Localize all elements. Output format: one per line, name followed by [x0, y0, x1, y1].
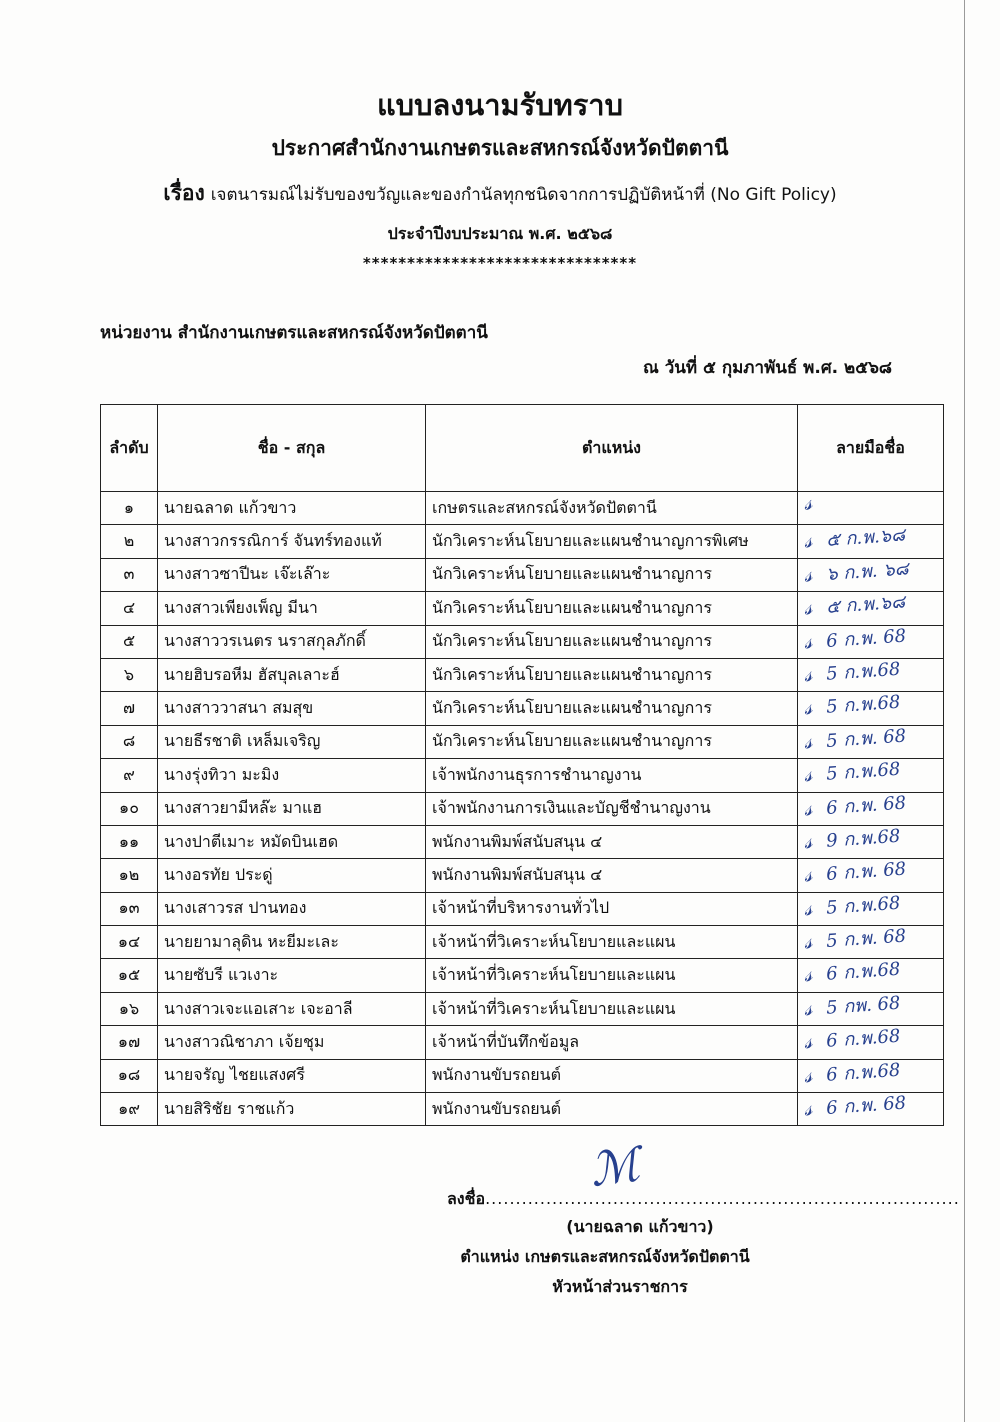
signature-date: 6 ก.พ. 68 [825, 625, 907, 652]
row-position: นักวิเคราะห์นโยบายและแผนชำนาญการ [426, 625, 798, 658]
row-number: ๘ [101, 725, 158, 758]
star-divider: ******************************* [362, 254, 638, 272]
row-name: นางสาวเจะแอเสาะ เจะอาลี [158, 992, 426, 1025]
table-row [101, 658, 944, 691]
row-signature [798, 926, 944, 959]
row-number: ๓ [101, 558, 158, 591]
row-number: ๑๔ [101, 926, 158, 959]
signature-mark: 𝓈 [803, 761, 814, 788]
table-row [101, 725, 944, 758]
signature-scribble [803, 887, 901, 923]
row-name: นายฮิบรอหีม ฮัสบุลเลาะฮ์ [158, 658, 426, 691]
row-name: นายสิริชัย ราชแก้ว [158, 1093, 426, 1126]
row-signature [798, 1026, 944, 1059]
row-signature [798, 625, 944, 658]
row-name: นายธีรชาติ เหล็มเจริญ [158, 725, 426, 758]
signature-scribble [803, 1054, 901, 1090]
row-position: นักวิเคราะห์นโยบายและแผนชำนาญการ [426, 692, 798, 725]
row-position: เจ้าหน้าที่วิเคราะห์นโยบายและแผน [426, 926, 798, 959]
signature-table [100, 404, 944, 1126]
signature-scribble [803, 787, 907, 823]
signature-mark: 𝓈 [803, 862, 814, 888]
row-signature [798, 692, 944, 725]
row-name: นางปาตีเมาะ หมัดบินเฮด [158, 825, 426, 858]
row-name: นายจรัญ ไชยแสงศรี [158, 1059, 426, 1092]
row-position: พนักงานขับรถยนต์ [426, 1059, 798, 1092]
signature-date: 6 ก.พ.68 [825, 1025, 902, 1053]
signature-scribble [803, 687, 901, 723]
row-signature [798, 592, 944, 625]
row-number: ๙ [101, 759, 158, 792]
row-position: พนักงานขับรถยนต์ [426, 1093, 798, 1126]
unit-line: หน่วยงาน สำนักงานเกษตรและสหกรณ์จังหวัดปัตตานี [100, 323, 488, 343]
row-name: นายฉลาด แก้วขาว [158, 492, 426, 525]
row-name: นางสาวยามีหล๊ะ มาแฮ [158, 792, 426, 825]
signature-scribble [803, 954, 901, 990]
row-number: ๑๒ [101, 859, 158, 892]
row-position: นักวิเคราะห์นโยบายและแผนชำนาญการ [426, 658, 798, 691]
signature-mark: 𝓈 [803, 728, 814, 755]
row-name: นายซับรี แวเงาะ [158, 959, 426, 992]
row-number: ๑๐ [101, 792, 158, 825]
row-signature [798, 825, 944, 858]
row-position: เจ้าหน้าที่วิเคราะห์นโยบายและแผน [426, 959, 798, 992]
row-name: นางสาวซาปีนะ เจ๊ะเล๊าะ [158, 558, 426, 591]
signature-date: 5 ก.พ. 68 [825, 725, 907, 752]
table-row [101, 792, 944, 825]
signature-mark: 𝓈 [803, 1096, 814, 1122]
row-position: นักวิเคราะห์นโยบายและแผนชำนาญการ [426, 558, 798, 591]
signature-mark: 𝓈 [803, 828, 814, 855]
signature-date: 5 กพ. 68 [825, 992, 902, 1019]
row-signature [798, 725, 944, 758]
table-body [101, 492, 944, 1126]
header-name: ชื่อ - สกุล [158, 405, 426, 492]
row-name: นางสาวณิชาภา เจ้ยชุม [158, 1026, 426, 1059]
subject-label: เรื่อง [163, 181, 205, 205]
signature-mark: 𝓈 [803, 695, 814, 721]
row-number: ๗ [101, 692, 158, 725]
row-position: เจ้าพนักงานการเงินและบัญชีชำนาญงาน [426, 792, 798, 825]
header-no: ลำดับ [101, 405, 158, 492]
row-signature [798, 525, 944, 558]
signature-mark: 𝓈 [803, 929, 814, 955]
signature-scribble [803, 720, 907, 756]
signature-mark: 𝓈 [803, 595, 814, 621]
fiscal-year: ประจำปีงบประมาณ พ.ศ. ๒๕๖๘ [387, 224, 613, 243]
row-name: นางสาวเพียงเพ็ญ มีนา [158, 592, 426, 625]
row-number: ๑ [101, 492, 158, 525]
signature-scribble [803, 754, 901, 790]
signature-date: 5 ก.พ.68 [825, 892, 902, 919]
row-position: นักวิเคราะห์นโยบายและแผนชำนาญการ [426, 592, 798, 625]
row-name: นางรุ่งทิวา มะมิง [158, 759, 426, 792]
row-signature [798, 859, 944, 892]
row-position: เจ้าหน้าที่วิเคราะห์นโยบายและแผน [426, 992, 798, 1025]
row-name: นางอรทัย ประดู่ [158, 859, 426, 892]
signature-date: ๕ ก.พ.๖๘ [825, 591, 906, 619]
signature-mark: 𝓈 [803, 561, 814, 588]
header-position: ตำแหน่ง [426, 405, 798, 492]
signature-date: 5 ก.พ.68 [825, 692, 902, 719]
subject-text: เจตนารมณ์ไม่รับของขวัญและของกำนัลทุกชนิดจากการปฏิบัติหน้าที่ (No Gift Policy) [210, 185, 837, 205]
row-number: ๕ [101, 625, 158, 658]
signature-date: 6 ก.พ. 68 [825, 858, 907, 886]
signature-date: 9 ก.พ.68 [825, 825, 902, 852]
table-row [101, 1026, 944, 1059]
signature-scribble [803, 587, 906, 623]
row-signature [798, 1059, 944, 1092]
row-name: นางสาวกรรณิการ์ จันทร์ทองแท้ [158, 525, 426, 558]
signature-scribble [803, 921, 907, 957]
signature-mark: 𝓈 [803, 661, 814, 688]
signature-mark: 𝓈 [803, 490, 813, 516]
signature-mark: 𝓈 [803, 1062, 814, 1088]
signer-role: หัวหน้าส่วนราชการ [552, 1277, 688, 1296]
header-signature: ลายมือชื่อ [798, 405, 944, 492]
row-signature [798, 558, 944, 591]
row-signature [798, 492, 944, 525]
signature-scribble [803, 854, 907, 890]
table-row [101, 625, 944, 658]
signature-scribble [803, 654, 901, 690]
handwritten-signature: ℳ [586, 1136, 643, 1198]
form-title: แบบลงนามรับทราบ [376, 88, 624, 122]
table-row [101, 592, 944, 625]
signature-scribble [803, 620, 907, 656]
table-row [101, 759, 944, 792]
row-signature [798, 992, 944, 1025]
table-row [101, 525, 944, 558]
row-position: นักวิเคราะห์นโยบายและแผนชำนาญการพิเศษ [426, 525, 798, 558]
signature-mark: 𝓈 [803, 995, 814, 1022]
row-position: พนักงานพิมพ์สนับสนุน ๔ [426, 825, 798, 858]
signature-mark: 𝓈 [803, 1029, 814, 1055]
sign-label: ลงชื่อ [447, 1189, 486, 1208]
signature-date: 6 ก.พ. 68 [825, 1092, 907, 1120]
table-row [101, 558, 944, 591]
row-signature [798, 792, 944, 825]
row-number: ๑๙ [101, 1093, 158, 1126]
table-row [101, 692, 944, 725]
page-edge-line [964, 0, 965, 1422]
table-row [101, 926, 944, 959]
row-position: เจ้าพนักงานธุรการชำนาญงาน [426, 759, 798, 792]
row-name: นายยามาลุดิน หะยีมะเละ [158, 926, 426, 959]
table-row [101, 492, 944, 525]
row-signature [798, 892, 944, 925]
table-row [101, 1093, 944, 1126]
signature-scribble [803, 1021, 901, 1057]
table-row [101, 1059, 944, 1092]
subject-line [0, 177, 1000, 210]
signature-date: 5 ก.พ.68 [825, 658, 902, 685]
row-signature [798, 959, 944, 992]
row-name: นางสาววาสนา สมสุข [158, 692, 426, 725]
signature-mark: 𝓈 [803, 628, 814, 655]
signature-date: ๖ ก.พ. ๖๘ [825, 558, 910, 585]
row-name: นางสาววรเนตร นราสกุลภักดิ์ [158, 625, 426, 658]
signature-date: 5 ก.พ. 68 [825, 925, 907, 953]
sign-line: ลงชื่อ.............................................................................. [447, 1189, 960, 1208]
row-position: เกษตรและสหกรณ์จังหวัดปัตตานี [426, 492, 798, 525]
signer-position: ตำแหน่ง เกษตรและสหกรณ์จังหวัดปัตตานี [460, 1247, 750, 1266]
row-signature [798, 759, 944, 792]
table-row [101, 992, 944, 1025]
announcement-title: ประกาศสำนักงานเกษตรและสหกรณ์จังหวัดปัตตานี [271, 136, 729, 160]
row-number: ๔ [101, 592, 158, 625]
signature-mark: 𝓈 [803, 795, 814, 822]
signature-mark: 𝓈 [803, 528, 814, 554]
row-number: ๑๕ [101, 959, 158, 992]
row-number: ๑๑ [101, 825, 158, 858]
signature-date: 6 ก.พ.68 [825, 959, 902, 986]
table-row [101, 825, 944, 858]
row-number: ๖ [101, 658, 158, 691]
row-name: นางเสาวรส ปานทอง [158, 892, 426, 925]
table-row [101, 892, 944, 925]
row-number: ๑๗ [101, 1026, 158, 1059]
table-row [101, 859, 944, 892]
row-position: พนักงานพิมพ์สนับสนุน ๔ [426, 859, 798, 892]
signature-scribble [803, 1088, 907, 1124]
table-row [101, 959, 944, 992]
signature-mark: 𝓈 [803, 895, 814, 922]
row-signature [798, 1093, 944, 1126]
signature-mark: 𝓈 [803, 962, 814, 988]
signature-scribble [803, 520, 906, 556]
table-header-row [101, 405, 944, 492]
row-signature [798, 658, 944, 691]
row-number: ๑๘ [101, 1059, 158, 1092]
signature-scribble [803, 821, 901, 857]
row-number: ๑๖ [101, 992, 158, 1025]
signature-date: 6 ก.พ. 68 [825, 791, 907, 819]
signature-date [825, 492, 826, 513]
signature-scribble [803, 489, 827, 515]
row-number: ๑๓ [101, 892, 158, 925]
signature-date: 5 ก.พ.68 [825, 758, 902, 785]
signature-date: ๕ ก.พ.๖๘ [825, 524, 906, 552]
date-line: ณ วันที่ ๕ กุมภาพันธ์ พ.ศ. ๒๕๖๘ [643, 358, 892, 378]
signer-name: (นายฉลาด แก้วขาว) [566, 1217, 714, 1236]
signature-date: 6 ก.พ.68 [825, 1059, 902, 1086]
row-number: ๒ [101, 525, 158, 558]
signature-scribble [803, 988, 901, 1024]
signature-scribble [803, 553, 909, 589]
row-position: นักวิเคราะห์นโยบายและแผนชำนาญการ [426, 725, 798, 758]
row-position: เจ้าหน้าที่บริหารงานทั่วไป [426, 892, 798, 925]
row-position: เจ้าหน้าที่บันทึกข้อมูล [426, 1026, 798, 1059]
